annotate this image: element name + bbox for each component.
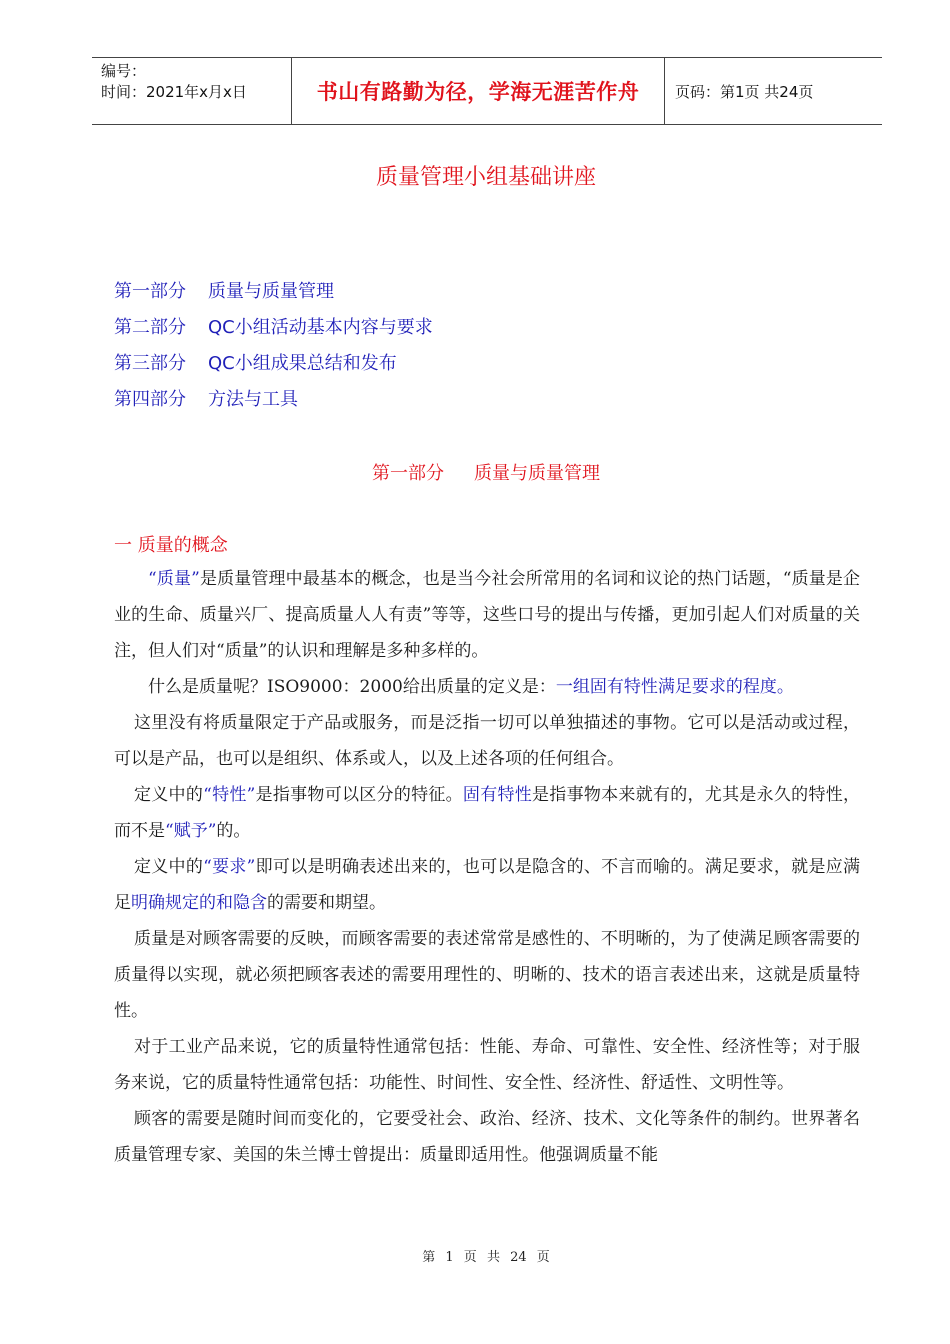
section-part: 第一部分 xyxy=(372,463,444,484)
paragraph-text: 这里没有将质量限定于产品或服务，而是泛指一切可以单独描述的事物。它可以是活动或过程，可以是产品，也可以是组织、体系或人，以及上述各项的任何组合。 xyxy=(114,713,860,769)
page-footer xyxy=(0,1246,950,1265)
toc-name: QC小组活动基本内容与要求 xyxy=(208,317,433,338)
footer-text: 页 xyxy=(463,1250,477,1265)
paragraph-text: 是指事物可以区分的特征。 xyxy=(255,785,463,805)
toc-name: 质量与质量管理 xyxy=(208,281,334,302)
toc-item xyxy=(114,278,433,314)
paragraph-text: 即可以是明确表述出来的，也可以是隐含的、不言而喻的。满足要求，就是应满足 xyxy=(114,857,861,913)
number-label: 编号： xyxy=(101,62,147,80)
subsection-heading: 一 质量的概念 xyxy=(114,535,228,556)
toc-name: QC小组成果总结和发布 xyxy=(208,353,397,374)
time-label: 时间：2021年x月x日 xyxy=(101,83,247,101)
paragraph xyxy=(114,705,860,777)
footer-text: 页 xyxy=(536,1250,550,1265)
paragraph xyxy=(114,1101,860,1173)
toc-part: 第四部分 xyxy=(114,389,186,410)
term-requirement: “要求” xyxy=(203,857,256,877)
paragraph xyxy=(114,561,860,669)
toc-part: 第三部分 xyxy=(114,353,186,374)
document-title: 质量管理小组基础讲座 xyxy=(375,165,596,190)
paragraph xyxy=(114,1029,860,1101)
header-motto: 书山有路勤为径，学海无涯苦作舟 xyxy=(292,58,665,124)
toc-part: 第二部分 xyxy=(114,317,186,338)
paragraph-text: 对于工业产品来说，它的质量特性通常包括：性能、寿命、可靠性、安全性、经济性等；对于服务来说，它的质量特性通常包括：功能性、时间性、安全性、经济性、舒适性、文明性等。 xyxy=(114,1037,860,1093)
header-meta xyxy=(92,58,292,124)
paragraph-text: 什么是质量呢？ISO9000：2000给出质量的定义是： xyxy=(148,677,556,697)
term-implied: 明确规定的和隐含 xyxy=(131,893,267,913)
paragraph-text: 定义中的 xyxy=(134,785,204,805)
header-page-info: 页码：第1页 共24页 xyxy=(675,82,814,101)
paragraph xyxy=(114,669,860,705)
table-of-contents xyxy=(114,278,433,422)
paragraph xyxy=(114,777,860,849)
toc-item xyxy=(114,314,433,350)
paragraph-text: 定义中的 xyxy=(134,857,204,877)
paragraph-text: 是质量管理中最基本的概念，也是当今社会所常用的名词和议论的热门话题，“质量是企业的生命、质量兴厂、提高质量人人有责”等等，这些口号的提出与传播，更加引起人们对质量的关注，但人们对“质量”的认识和理解是多种多样的。 xyxy=(114,569,860,661)
paragraph xyxy=(114,921,860,1029)
section-name: 质量与质量管理 xyxy=(474,463,600,484)
page-header xyxy=(92,57,882,125)
paragraph-text: 顾客的需要是随时间而变化的，它要受社会、政治、经济、技术、文化等条件的制约。世界著名质量管理专家、美国的朱兰博士曾提出：质量即适用性。他强调质量不能 xyxy=(114,1109,860,1165)
definition-highlight: 一组固有特性满足要求的程度。 xyxy=(555,677,794,697)
paragraph-text: 的需要和期望。 xyxy=(267,893,386,913)
paragraph-text: 的。 xyxy=(216,821,251,841)
toc-part: 第一部分 xyxy=(114,281,186,302)
paragraph xyxy=(114,849,860,921)
footer-total-pages: 24 xyxy=(510,1250,527,1265)
term-inherent: 固有特性 xyxy=(462,785,533,805)
body-text xyxy=(114,561,860,1173)
paragraph-text: 质量是对顾客需要的反映，而顾客需要的表述常常是感性的、不明晰的，为了使满足顾客需要的质量得以实现，就必须把顾客表述的需要用理性的、明晰的、技术的语言表述出来，这就是质量特性。 xyxy=(114,929,860,1021)
toc-name: 方法与工具 xyxy=(208,389,298,410)
section-heading xyxy=(0,459,950,485)
footer-page-number: 1 xyxy=(445,1250,454,1265)
term-characteristic: “特性” xyxy=(203,785,256,805)
toc-item xyxy=(114,386,433,422)
toc-item xyxy=(114,350,433,386)
footer-text: 共 xyxy=(486,1250,500,1265)
footer-text: 第 xyxy=(422,1250,436,1265)
term-assigned: “赋予” xyxy=(165,821,217,841)
paragraph-text: 是指事物本来就有的，尤其是永久的特性，而不是 xyxy=(114,785,861,841)
term-quality: “质量” xyxy=(148,569,200,589)
